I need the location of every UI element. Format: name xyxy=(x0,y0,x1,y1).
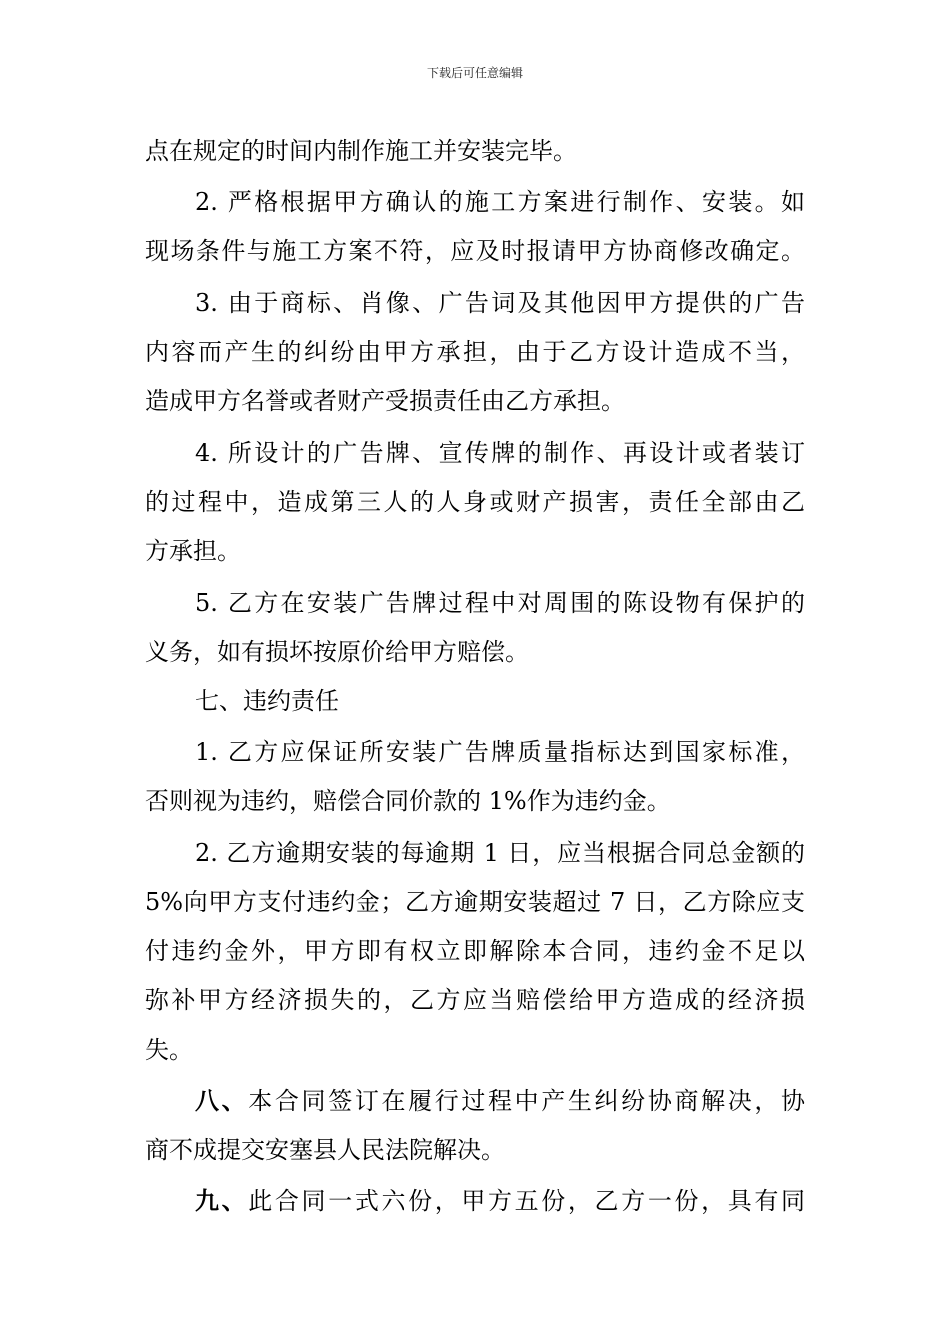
paragraph-line: 的过程中，造成第三人的人身或财产损害，责任全部由乙 xyxy=(145,488,805,516)
paragraph-line: 2. 严格根据甲方确认的施工方案进行制作、安装。如 xyxy=(195,188,805,216)
paragraph-line: 点在规定的时间内制作施工并安装完毕。 xyxy=(145,137,577,165)
paragraph-line: 失。 xyxy=(145,1036,193,1064)
paragraph-text: 此合同一式六份，甲方五份，乙方一份，具有同 xyxy=(248,1187,806,1215)
paragraph-line: 现场条件与施工方案不符，应及时报请甲方协商修改确定。 xyxy=(145,237,805,265)
paragraph-line: 5%向甲方支付违约金；乙方逾期安装超过 7 日，乙方除应支 xyxy=(145,888,805,916)
paragraph-line: 付违约金外，甲方即有权立即解除本合同，违约金不足以 xyxy=(145,937,805,965)
section-number: 八、 xyxy=(195,1086,249,1115)
section-number: 九、 xyxy=(195,1186,249,1215)
paragraph-text: 本合同签订在履行过程中产生纠纷协商解决，协 xyxy=(248,1087,806,1115)
paragraph-line: 4. 所设计的广告牌、宣传牌的制作、再设计或者装订 xyxy=(195,439,805,467)
paragraph-line: 5. 乙方在安装广告牌过程中对周围的陈设物有保护的 xyxy=(195,589,805,617)
paragraph-line xyxy=(195,1086,805,1116)
paragraph-line: 方承担。 xyxy=(145,537,241,565)
section-heading: 七、违约责任 xyxy=(195,687,339,715)
paragraph-line: 义务，如有损坏按原价给甲方赔偿。 xyxy=(145,638,529,666)
paragraph-line: 内容而产生的纠纷由甲方承担，由于乙方设计造成不当， xyxy=(145,338,805,366)
paragraph-line: 3. 由于商标、肖像、广告词及其他因甲方提供的广告 xyxy=(195,289,805,317)
paragraph-line: 2. 乙方逾期安装的每逾期 1 日，应当根据合同总金额的 xyxy=(195,839,805,867)
paragraph-line: 否则视为违约，赔偿合同价款的 1%作为违约金。 xyxy=(145,787,671,815)
paragraph-line: 1. 乙方应保证所安装广告牌质量指标达到国家标准， xyxy=(195,738,805,766)
paragraph-line: 造成甲方名誉或者财产受损责任由乙方承担。 xyxy=(145,387,625,415)
paragraph-line: 商不成提交安塞县人民法院解决。 xyxy=(145,1136,505,1164)
paragraph-line xyxy=(195,1186,805,1216)
paragraph-line: 弥补甲方经济损失的，乙方应当赔偿给甲方造成的经济损 xyxy=(145,986,805,1014)
page-header: 下载后可任意编辑 xyxy=(426,66,523,80)
